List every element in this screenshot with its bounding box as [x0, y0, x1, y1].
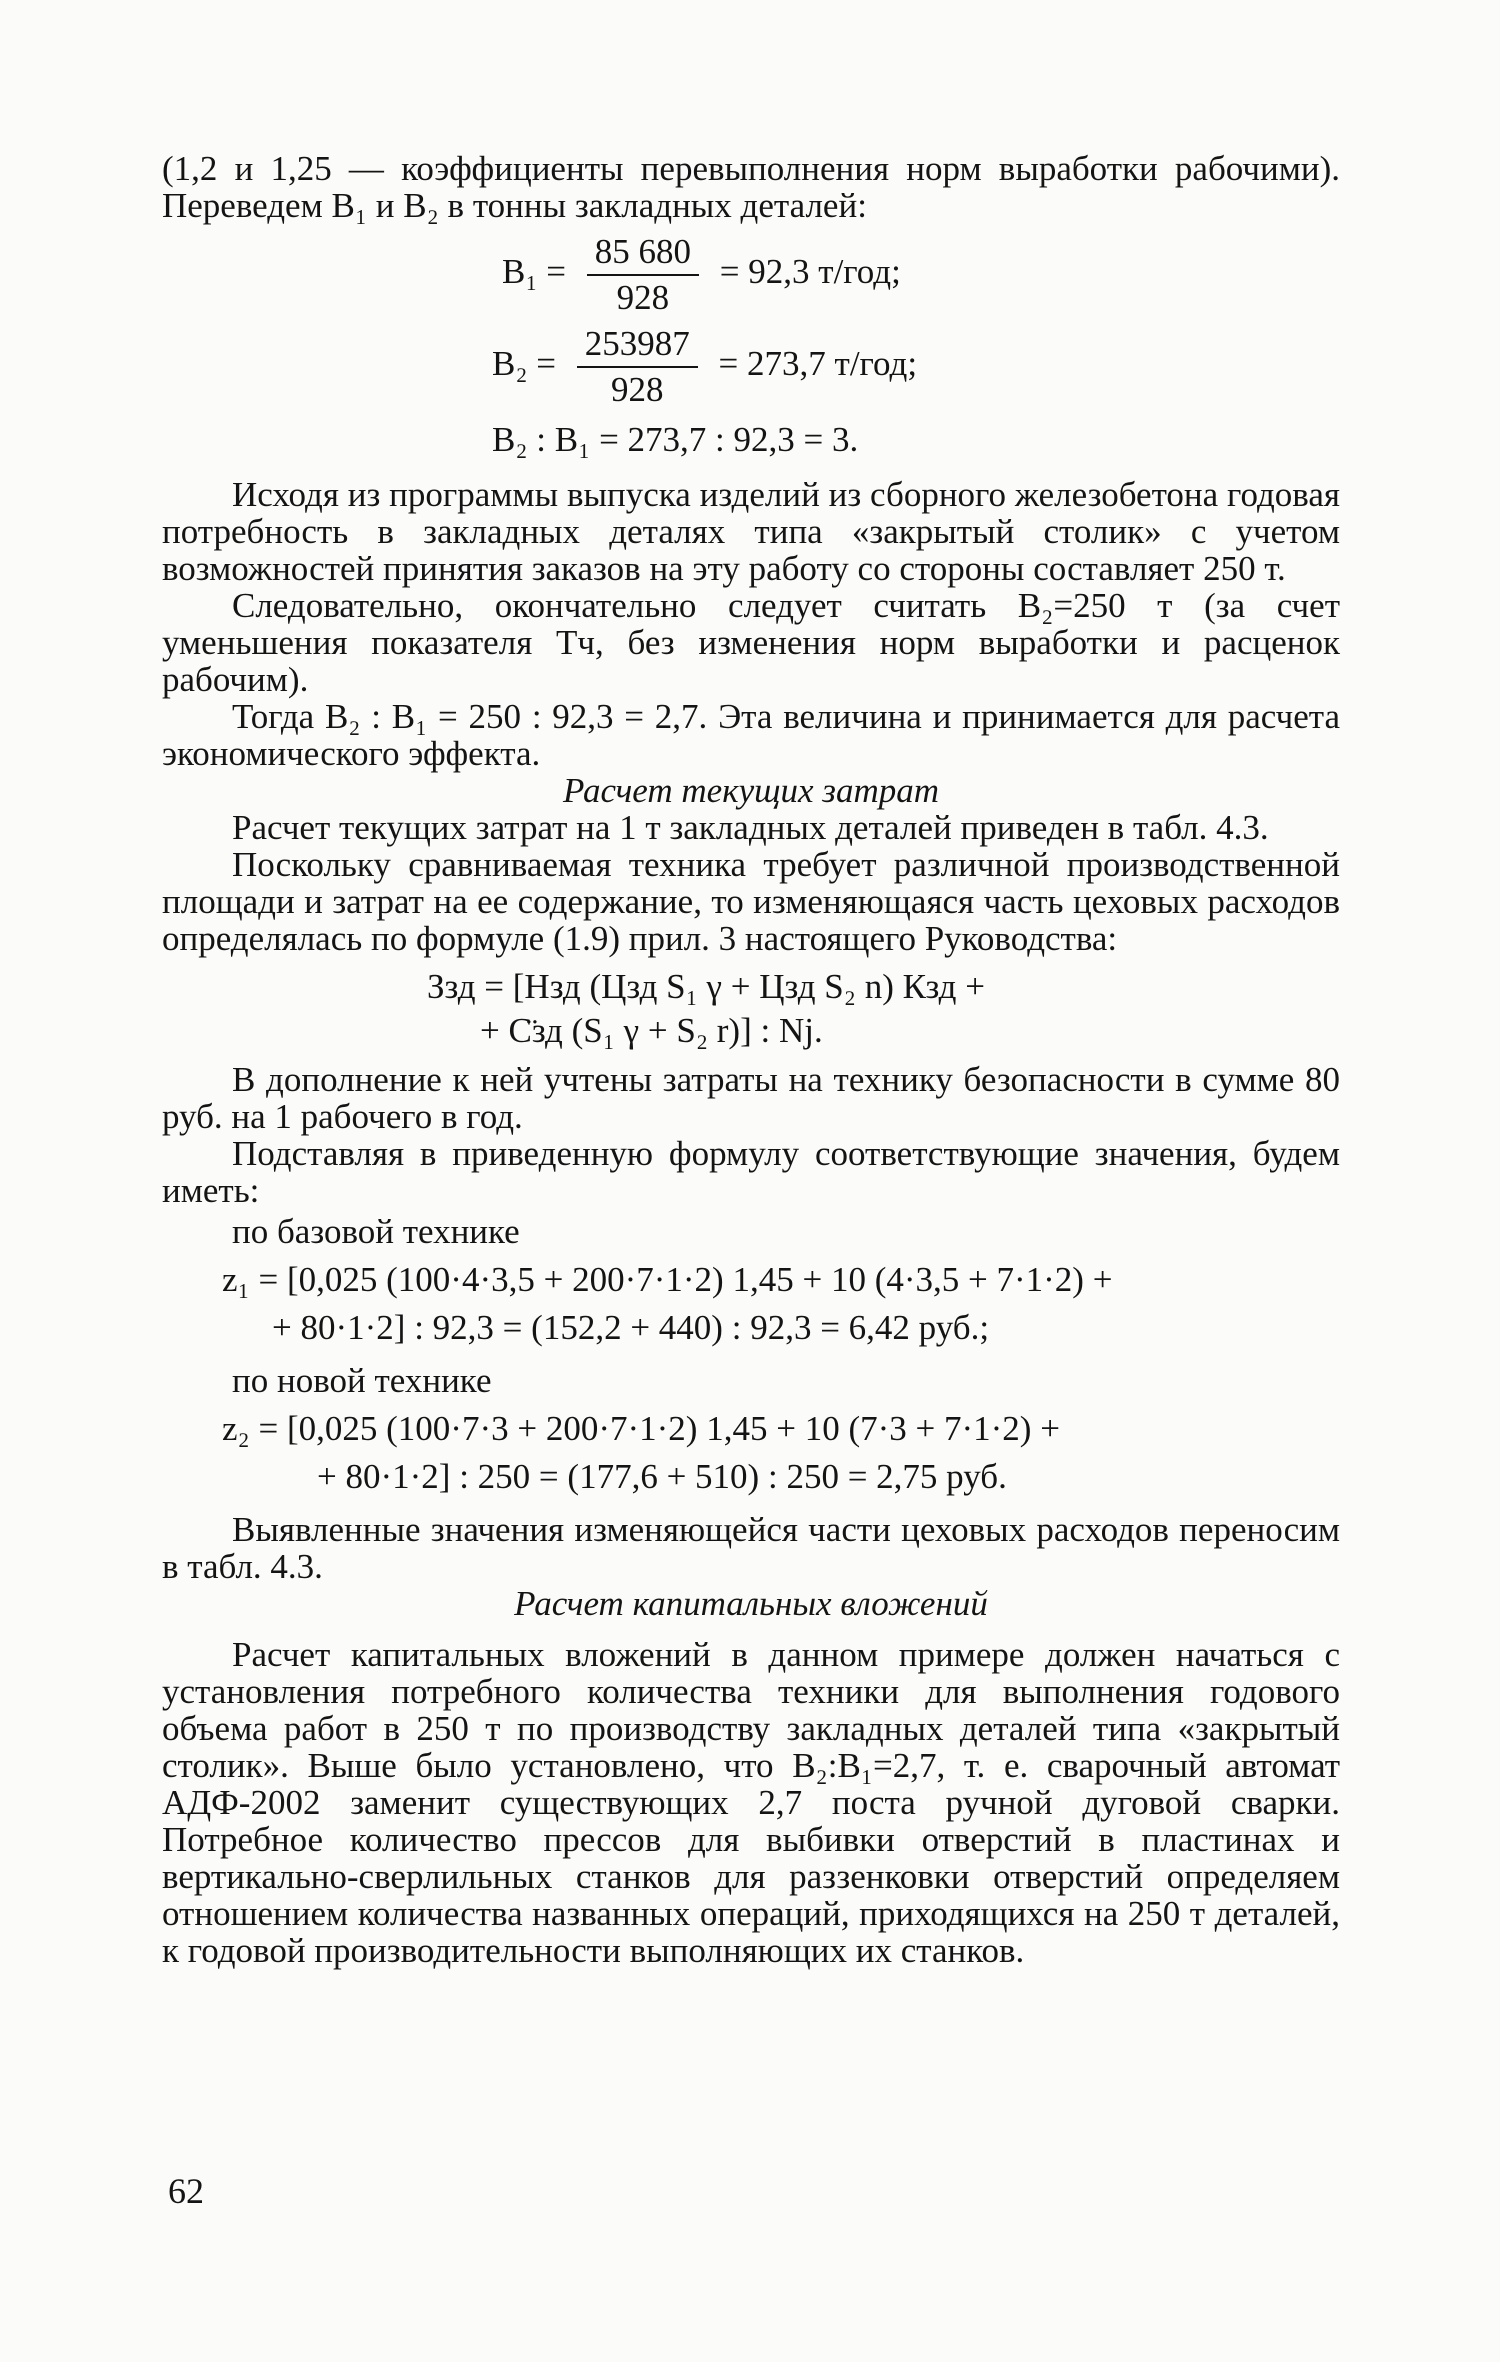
formula-z1-line1: z₁ = [0,025 (100·4·3,5 + 200·7·1·2) 1,45 + 10 (4·3,5 + 7·1·2) + — [222, 1260, 1113, 1299]
paragraph: В дополнение к ней учтены затраты на технику безопасности в сумме 80 руб. на 1 рабочего в год. — [162, 1060, 1340, 1136]
paragraph: по базовой технике — [232, 1212, 520, 1251]
text-column — [162, 150, 1340, 1969]
fraction — [587, 230, 699, 320]
formula-b1 — [502, 230, 1340, 320]
paragraph: Следовательно, окончательно следует считать В₂=250 т (за счет уменьшения показателя Тч, без изменения норм выработки и расценок рабочим). — [162, 586, 1340, 699]
formula-zzd-line1: Ззд = [Нзд (Цзд S₁ γ + Цзд S₂ n) Кзд + — [427, 967, 985, 1006]
formula-rhs: = 92,3 т/год; — [719, 252, 901, 292]
formula-ratio: В₂ : В₁ = 273,7 : 92,3 = 3. — [492, 420, 859, 459]
formula-lhs: В₂ = — [492, 344, 557, 384]
formula-z2-line2: + 80·1·2] : 250 = (177,6 + 510) : 250 = 2,75 руб. — [317, 1457, 1007, 1496]
paragraph: Расчет текущих затрат на 1 т закладных деталей приведен в табл. 4.3. — [232, 808, 1269, 847]
numerator: 85 680 — [594, 232, 692, 271]
paragraph: Поскольку сравниваемая техника требует различной производственной площади и затрат на ее содержание, то изменяющаяся часть цеховых расходов определялась по формуле (1.9) прил. 3 настоящего Руководства: — [162, 845, 1340, 958]
formula-z2-line1: z₂ = [0,025 (100·7·3 + 200·7·1·2) 1,45 + 10 (7·3 + 7·1·2) + — [222, 1409, 1060, 1448]
denominator: 928 — [587, 274, 699, 320]
formula-lhs: В₁ = — [502, 252, 567, 292]
denominator: 928 — [577, 366, 698, 412]
paragraph: (1,2 и 1,25 — коэффициенты перевыполнения норм выработки рабочими). Переведем В₁ и В₂ в тонны закладных деталей: — [162, 149, 1340, 225]
formula-zzd-line2: + С̈зд (S₁ γ + S₂ r)] : Nj. — [480, 1011, 823, 1050]
formula-z1-line2: + 80·1·2] : 92,3 = (152,2 + 440) : 92,3 = 6,42 руб.; — [272, 1308, 990, 1347]
paragraph: Тогда В₂ : В₁ = 250 : 92,3 = 2,7. Эта величина и принимается для расчета экономического эффекта. — [162, 697, 1340, 773]
formula-rhs: = 273,7 т/год; — [718, 344, 918, 384]
fraction — [577, 322, 698, 412]
formula-b2 — [492, 322, 1340, 412]
paragraph: Подставляя в приведенную формулу соответствующие значения, будем иметь: — [162, 1134, 1340, 1210]
paragraph: по новой технике — [232, 1361, 492, 1400]
section-heading: Расчет капитальных вложений — [514, 1584, 988, 1623]
paragraph: Расчет капитальных вложений в данном примере должен начаться с установления потребного количества техники для выполнения годового объема работ в 250 т по производству закладных деталей типа «закрытый столик». Выше было установлено, что В₂:В₁=2,7, т. е. сварочный автомат АДФ-2002 заменит существующих 2,7 поста ручной дуговой сварки. Потребное количество прессов для выбивки отверстий в пластинах и вертикально-сверлильных станков для раззенковки отверстий определяем отношением количества названных операций, приходящихся на 250 т деталей, к годовой производительности выполняющих их станков. — [162, 1635, 1340, 1970]
paragraph: Выявленные значения изменяющейся части цеховых расходов переносим в табл. 4.3. — [162, 1510, 1340, 1586]
section-heading: Расчет текущих затрат — [562, 771, 940, 810]
paragraph: Исходя из программы выпуска изделий из сборного железобетона годовая потребность в закладных деталях типа «закрытый столик» с учетом возможностей принятия заказов на эту работу со стороны составляет 250 т. — [162, 475, 1340, 588]
numerator: 253987 — [584, 324, 690, 363]
page-number: 62 — [168, 2171, 204, 2211]
